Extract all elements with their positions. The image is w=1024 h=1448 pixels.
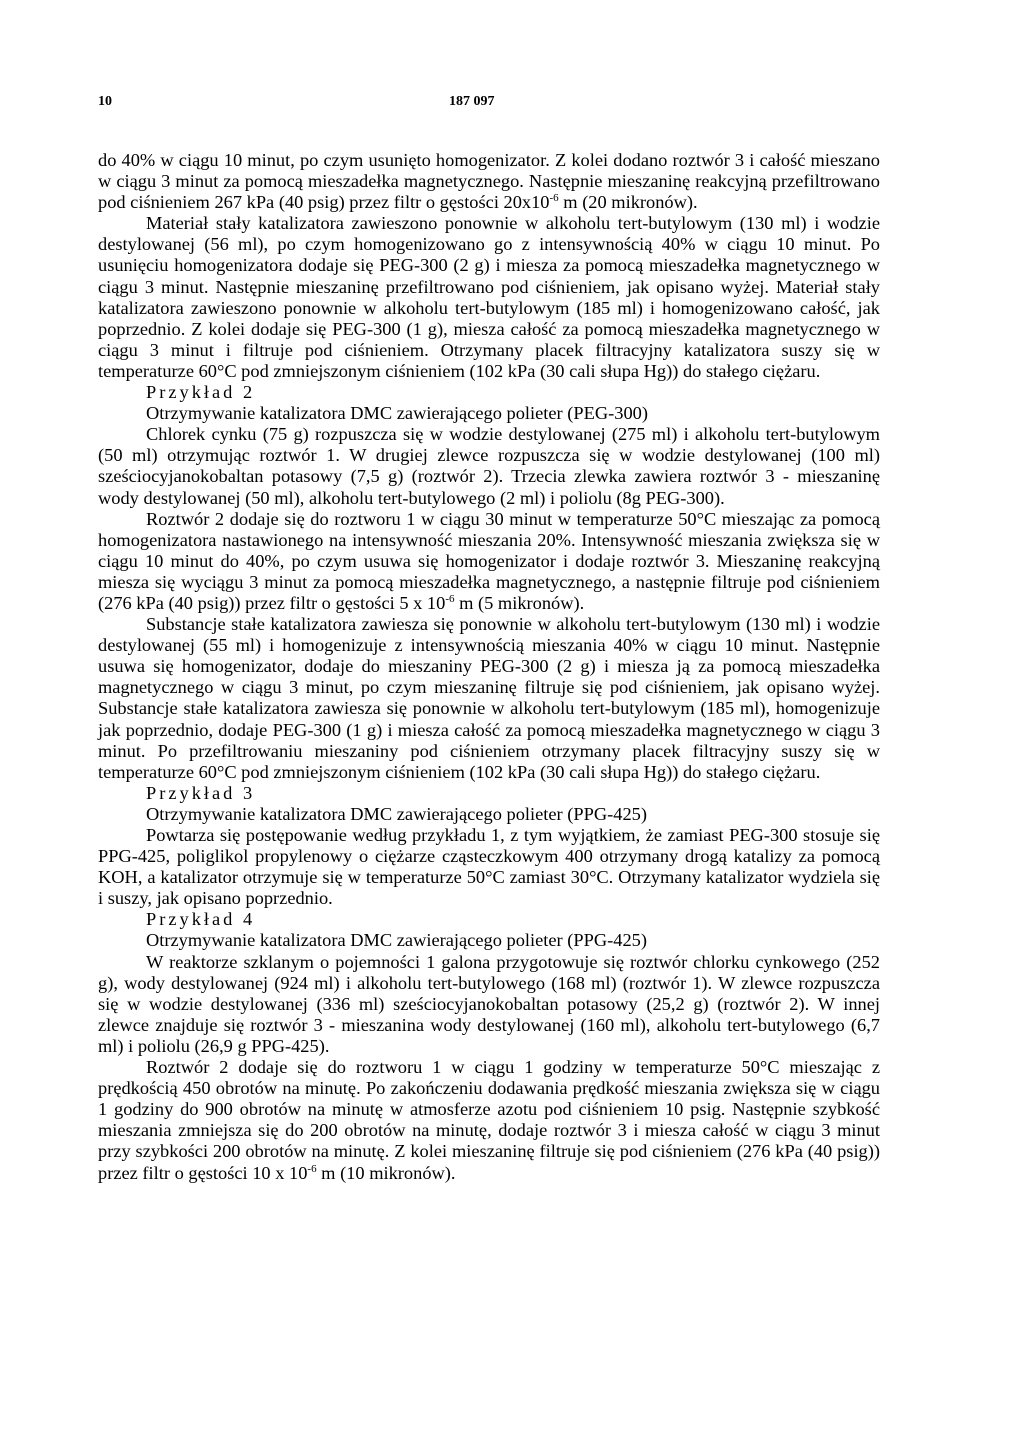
example-title: Otrzymywanie katalizatora DMC zawierającego polieter (PPG-425) — [146, 930, 647, 951]
page-number: 10 — [98, 94, 112, 109]
paragraph: W reaktorze szklanym o pojemności 1 galona przygotowuje się roztwór chlorku cynkowego (252 g), wody destylowanej (924 ml) i alkoholu tert-butylowego (168 ml) (roztwór 1). W zlewce rozpuszcza się w wodzie destylowanej (336 ml) sześciocyjanokobaltan potasowy (25,2 g) (roztwór 2). W innej zlewce znajduje się roztwór 3 - mieszanina wody destylowanej (160 ml), alkoholu tert-butylowego (6,7 ml) i poliolu (26,9 g PPG-425). — [98, 951, 880, 1056]
paragraph-text: m (10 mikronów). — [316, 1162, 456, 1183]
paragraph: Substancje stałe katalizatora zawiesza się ponownie w alkoholu tert-butylowym (130 ml) i wodzie destylowanej (55 ml) i homogenizuje z intensywnością mieszania 40% w ciągu 10 minut. Następnie usuwa się homogenizator, dodaje do mieszaniny PEG-300 (2 g) i miesza ją za pomocą mieszadełka magnetycznego w ciągu 3 minut, po czym mieszaninę filtruje się pod ciśnieniem, jak opisano wyżej. Substancje stałe katalizatora zawiesza się ponownie w alkoholu tert-butylowym (185 ml), homogenizuje jak poprzednio, dodaje PEG-300 (1 g) i miesza całość za pomocą mieszadełka magnetycznego w ciągu 3 minut. Po przefiltrowaniu mieszaniny pod ciśnieniem otrzymany placek filtracyjny suszy się w temperaturze 60°C pod zmniejszonym ciśnieniem (102 kPa (30 cali słupa Hg)) do stałego ciężaru. — [98, 614, 880, 782]
paragraph: Chlorek cynku (75 g) rozpuszcza się w wodzie destylowanej (275 ml) i alkoholu tert-butylowym (50 ml) otrzymując roztwór 1. W drugiej zlewce rozpuszcza się w wodzie destylowanej (100 ml) sześciocyjanokobaltan potasowy (7,5 g) (roztwór 2). Trzecia zlewka zawiera roztwór 3 - mieszaninę wody destylowanej (50 ml), alkoholu tert-butylowego (2 ml) i poliolu (8g PEG-300). — [98, 424, 880, 508]
paragraph — [98, 509, 880, 614]
superscript: -6 — [307, 1162, 317, 1175]
superscript: -6 — [445, 592, 455, 605]
page-header — [98, 94, 880, 118]
example-title: Otrzymywanie katalizatora DMC zawierającego polieter (PPG-425) — [146, 803, 647, 824]
example-heading: Przykład 3 — [146, 782, 256, 803]
paragraph: Materiał stały katalizatora zawieszono ponownie w alkoholu tert-butylowym (130 ml) i wodzie destylowanej (56 ml), po czym homogenizowano go z intensywnością 40% w ciągu 10 minut. Po usunięciu homogenizatora dodaje się PEG-300 (2 g) i miesza za pomocą mieszadełka magnetycznego w ciągu 3 minut. Następnie mieszaninę przefiltrowano pod ciśnieniem, jak opisano wyżej. Materiał stały katalizatora zawieszono ponownie w alkoholu tert-butylowym (185 ml) i homogenizowano całość, jak poprzednio. Z kolei dodaje się PEG-300 (1 g), miesza całość za pomocą mieszadełka magnetycznego w ciągu 3 minut i filtruje pod ciśnieniem. Otrzymany placek filtracyjny katalizatora suszy się w temperaturze 60°C pod zmniejszonym ciśnieniem (102 kPa (30 cali słupa Hg)) do stałego ciężaru. — [98, 213, 880, 381]
example-heading: Przykład 2 — [146, 382, 256, 403]
example-heading: Przykład 4 — [146, 909, 256, 930]
paragraph-text: m (20 mikronów). — [558, 192, 698, 213]
paragraph-text: Roztwór 2 dodaje się do roztworu 1 w ciągu 30 minut w temperaturze 50°C mieszając za pomocą homogenizatora nastawionego na intensywność mieszania 20%. Intensywność mieszania zwiększa się w ciągu 10 minut do 40%, po czym usuwa się homogenizator i dodaje roztwór 3. Mieszaninę reakcyjną miesza się wyciągu 3 minut za pomocą mieszadełka magnetycznego, a następnie filtruje pod ciśnieniem (276 kPa (40 psig)) przez filtr o gęstości 5 x 10 — [98, 508, 880, 613]
paragraph-text: do 40% w ciągu 10 minut, po czym usunięto homogenizator. Z kolei dodano roztwór 3 i całość mieszano w ciągu 3 minut za pomocą mieszadełka magnetycznego. Następnie mieszaninę reakcyjną przefiltrowano pod ciśnieniem 267 kPa (40 psig) przez filtr o gęstości 20x10 — [98, 150, 880, 213]
document-page — [98, 94, 880, 1184]
document-number: 187 097 — [449, 94, 495, 109]
superscript: -6 — [549, 192, 559, 205]
paragraph: Powtarza się postępowanie według przykładu 1, z tym wyjątkiem, że zamiast PEG-300 stosuje się PPG-425, poliglikol propylenowy o ciężarze cząsteczkowym 400 otrzymany drogą katalizy za pomocą KOH, a katalizator otrzymuje się w temperaturze 50°C zamiast 30°C. Otrzymany katalizator wydziela się i suszy, jak opisano poprzednio. — [98, 825, 880, 909]
paragraph-text: Roztwór 2 dodaje się do roztworu 1 w ciągu 1 godziny w temperaturze 50°C mieszając z prędkością 450 obrotów na minutę. Po zakończeniu dodawania prędkość mieszania zwiększa się w ciągu 1 godziny do 900 obrotów na minutę w atmosferze azotu pod ciśnieniem 10 psig. Następnie szybkość mieszania zmniejsza się do 200 obrotów na minutę, dodaje roztwór 3 i miesza całość w ciągu 3 minut przy szybkości 200 obrotów na minutę. Z kolei mieszaninę filtruje się pod ciśnieniem (276 kPa (40 psig)) przez filtr o gęstości 10 x 10 — [98, 1057, 880, 1183]
paragraph-text: m (5 mikronów). — [454, 592, 585, 613]
paragraph — [98, 150, 880, 213]
paragraph — [98, 1057, 880, 1184]
example-title: Otrzymywanie katalizatora DMC zawierającego polieter (PEG-300) — [146, 403, 648, 424]
document-body — [98, 150, 880, 1184]
